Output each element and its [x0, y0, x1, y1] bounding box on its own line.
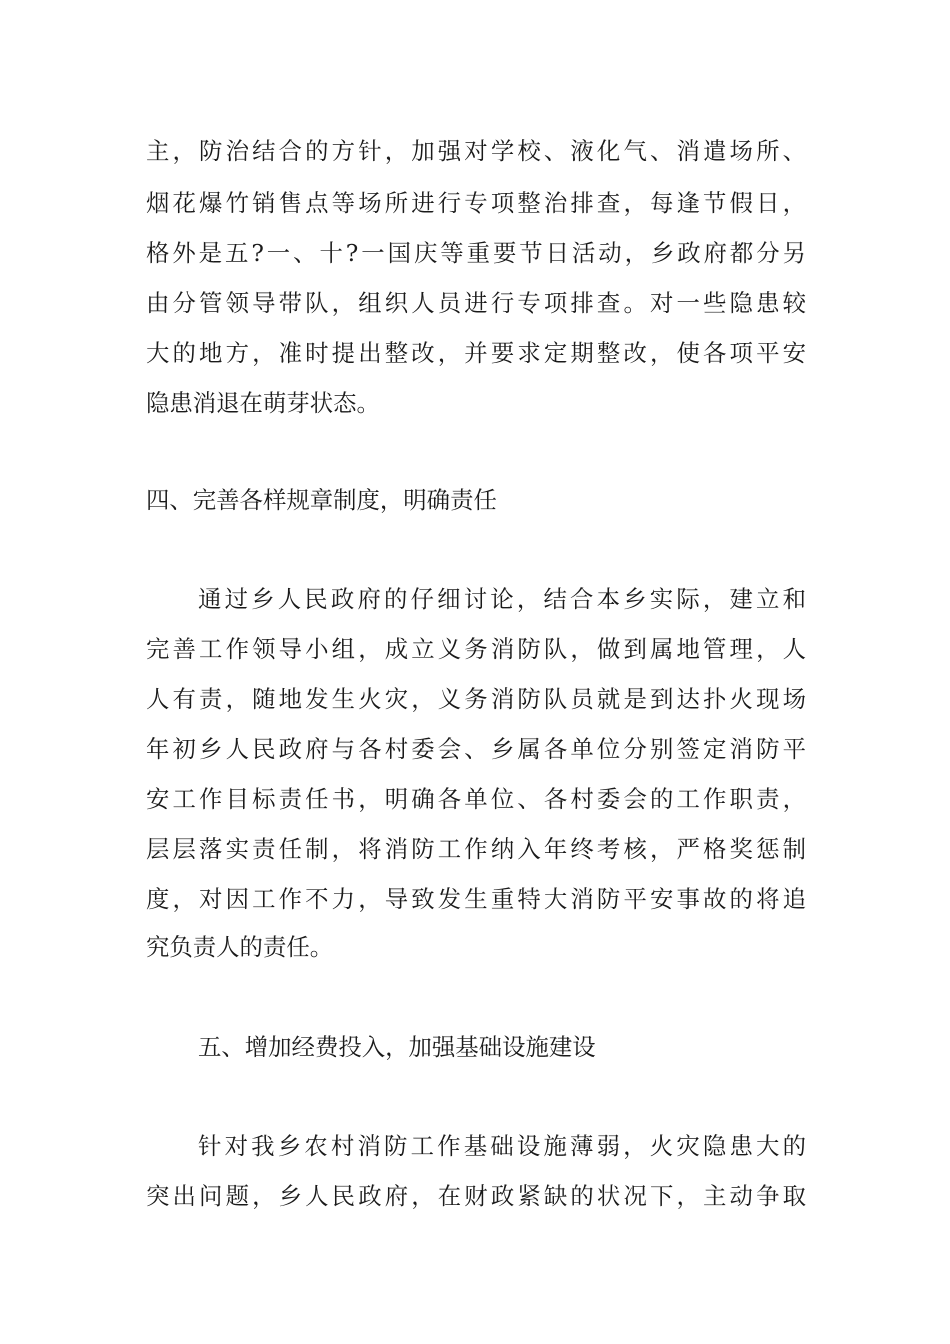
text-line: 针对我乡农村消防工作基础设施薄弱，火灾隐患大的 — [198, 1132, 806, 1160]
text-line: 突出问题，乡人民政府，在财政紧缺的状况下，主动争取 — [146, 1182, 806, 1210]
text-line: 人有责，随地发生火灾，义务消防队员就是到达扑火现场 — [146, 685, 806, 713]
text-line: 主，防治结合的方针，加强对学校、液化气、消遣场所、 — [146, 137, 806, 165]
text-line: 究负责人的责任。 — [146, 933, 334, 961]
text-line: 隐患消退在萌芽状态。 — [146, 389, 380, 417]
section-heading: 五、增加经费投入，加强基础设施建设 — [198, 1033, 596, 1061]
text-line: 安工作目标责任书，明确各单位、各村委会的工作职责， — [146, 785, 806, 813]
text-line: 格外是五?一、十?一国庆等重要节日活动，乡政府都分另 — [146, 239, 806, 267]
section-heading: 四、完善各样规章制度，明确责任 — [146, 486, 497, 514]
text-line: 完善工作领导小组，成立义务消防队，做到属地管理，人 — [146, 635, 806, 663]
text-line: 由分管领导带队，组织人员进行专项排查。对一些隐患较 — [146, 289, 806, 317]
text-line: 烟花爆竹销售点等场所进行专项整治排查，每逢节假日， — [146, 189, 806, 217]
text-line: 年初乡人民政府与各村委会、乡属各单位分别签定消防平 — [146, 735, 806, 763]
text-line: 度，对因工作不力，导致发生重特大消防平安事故的将追 — [146, 885, 806, 913]
text-line: 层层落实责任制，将消防工作纳入年终考核，严格奖惩制 — [146, 835, 806, 863]
text-line: 大的地方，准时提出整改，并要求定期整改，使各项平安 — [146, 339, 806, 367]
text-line: 通过乡人民政府的仔细讨论，结合本乡实际，建立和 — [198, 585, 806, 613]
